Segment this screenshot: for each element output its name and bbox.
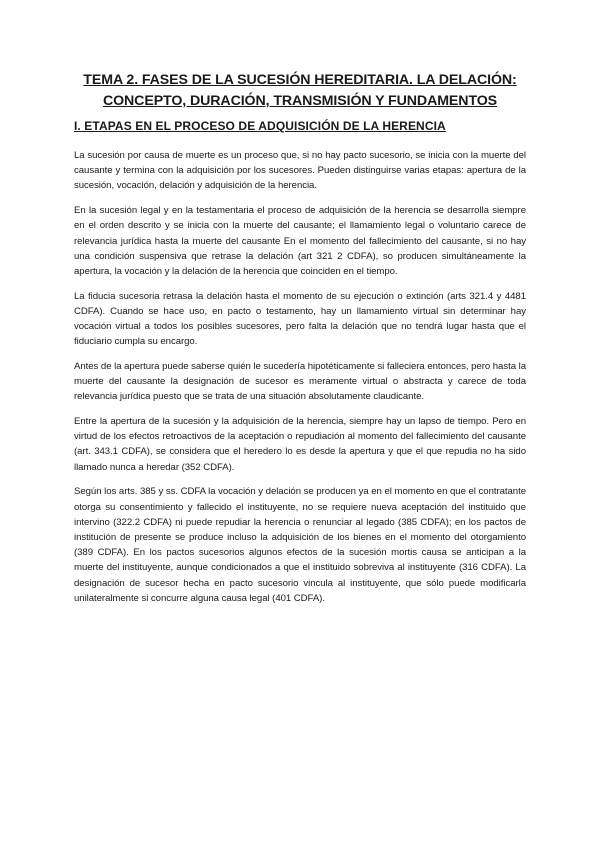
paragraph-5: Entre la apertura de la sucesión y la adquisición de la herencia, siempre hay un lapso de tiempo. Pero en virtud de los efectos retroactivos de la aceptación o repudiación al momento del fallecimiento del causante (art. 343.1 CDFA), se considera que el heredero lo es desde la apertura y que el que repudia no ha sido llamado nunca a heredar (352 CDFA). [74,416,526,473]
paragraph-2: En la sucesión legal y en la testamentaria el proceso de adquisición de la herencia se desarrolla siempre en el orden descrito y se inicia con la muerte del causante; el llamamiento legal o voluntario carece de relevancia jurídica hasta la muerte del causante En el momento del fallecimiento del causante, si no hay una condición suspensiva que retrase la delación (art 321 2 CDFA), so producen simultáneamente la apertura, la vocación y la delación de la herencia que coinciden en el tiempo. [74,205,526,277]
paragraph-6: Según los arts. 385 y ss. CDFA la vocación y delación se producen ya en el momento en que el contratante otorga su consentimiento y fallecido el instituyente, no se requiere nueva aceptación del instituido que intervino (322.2 CDFA) ni puede repudiar la herencia o renunciar al legado (385 CDFA); en los pactos de institución de presente se produce incluso la adquisición de los bienes en el momento del otorgamiento (389 CDFA). En los pactos sucesorios algunos efectos de la sucesión mortis causa se anticipan a la muerte del instituyente, aunque condicionados a que el instituido sobreviva al instituyente (316 CDFA). La designación de sucesor hecha en pacto sucesorio vincula al instituyente, que sólo puede modificarla unilateralmente si concurre alguna causa legal (401 CDFA). [74,486,526,604]
paragraph-3: La fiducia sucesoria retrasa la delación hasta el momento de su ejecución o extinción (arts 321.4 y 4481 CDFA). Cuando se hace uso, en pacto o testamento, hay un llamamiento virtual sin determinar hay vocación virtual a todos los posibles sucesores, pero falta la delación que no tendrá lugar hasta que el fiduciario cumpla su encargo. [74,290,526,348]
document-title-line-1: TEMA 2. FASES DE LA SUCESIÓN HEREDITARIA. LA DELACIÓN: [83,72,517,88]
document-title-line-2: CONCEPTO, DURACIÓN, TRANSMISIÓN Y FUNDAMENTOS [102,93,498,109]
section-heading: I. ETAPAS EN EL PROCESO DE ADQUISICIÓN DE LA HERENCIA [74,119,446,133]
document-title [74,70,526,112]
paragraph-1: La sucesión por causa de muerte es un proceso que, si no hay pacto sucesorio, se inicia con la muerte del causante y termina con la adquisición por los sucesores. Pueden distinguirse varias etapas: apertura de la sucesión, vocación, delación y adquisición de la herencia. [74,150,526,192]
paragraph-4: Antes de la apertura puede saberse quién le sucedería hipotéticamente si falleciera entonces, pero hasta la muerte del causante la designación de sucesor es meramente virtual o abstracta y carece de toda relevancia jurídica puesto que se trata de una situación absolutamente claudicante. [74,360,526,403]
